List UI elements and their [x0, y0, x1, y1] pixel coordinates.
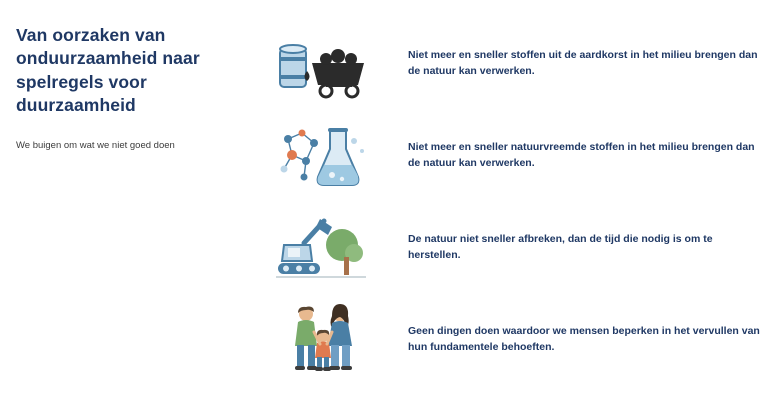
list-item	[262, 294, 762, 386]
chemistry-flask-icon	[262, 110, 382, 202]
list-item	[262, 18, 762, 110]
left-column	[16, 24, 226, 152]
page-subtitle: We buigen om wat we niet goed doen	[16, 140, 175, 152]
list-item-text: Niet meer en sneller natuurvreemde stoffen in het milieu brengen dan de natuur kan verwerken.	[408, 141, 755, 169]
page-title: Van oorzaken van onduurzaamheid naar spelregels voor duurzaamheid	[16, 25, 200, 115]
mining-cart-icon	[262, 18, 382, 110]
list-item-text: De natuur niet sneller afbreken, dan de tijd die nodig is om te herstellen.	[408, 233, 713, 261]
list-item-text: Niet meer en sneller stoffen uit de aardkorst in het milieu brengen dan de natuur kan verwerken.	[408, 49, 758, 77]
list-item	[262, 110, 762, 202]
excavator-tree-icon	[262, 202, 382, 294]
list-item	[262, 202, 762, 294]
list-item-text: Geen dingen doen waardoor we mensen beperken in het vervullen van hun fundamentele behoeften.	[408, 325, 760, 353]
family-people-icon	[262, 294, 382, 386]
principles-list	[262, 18, 762, 386]
